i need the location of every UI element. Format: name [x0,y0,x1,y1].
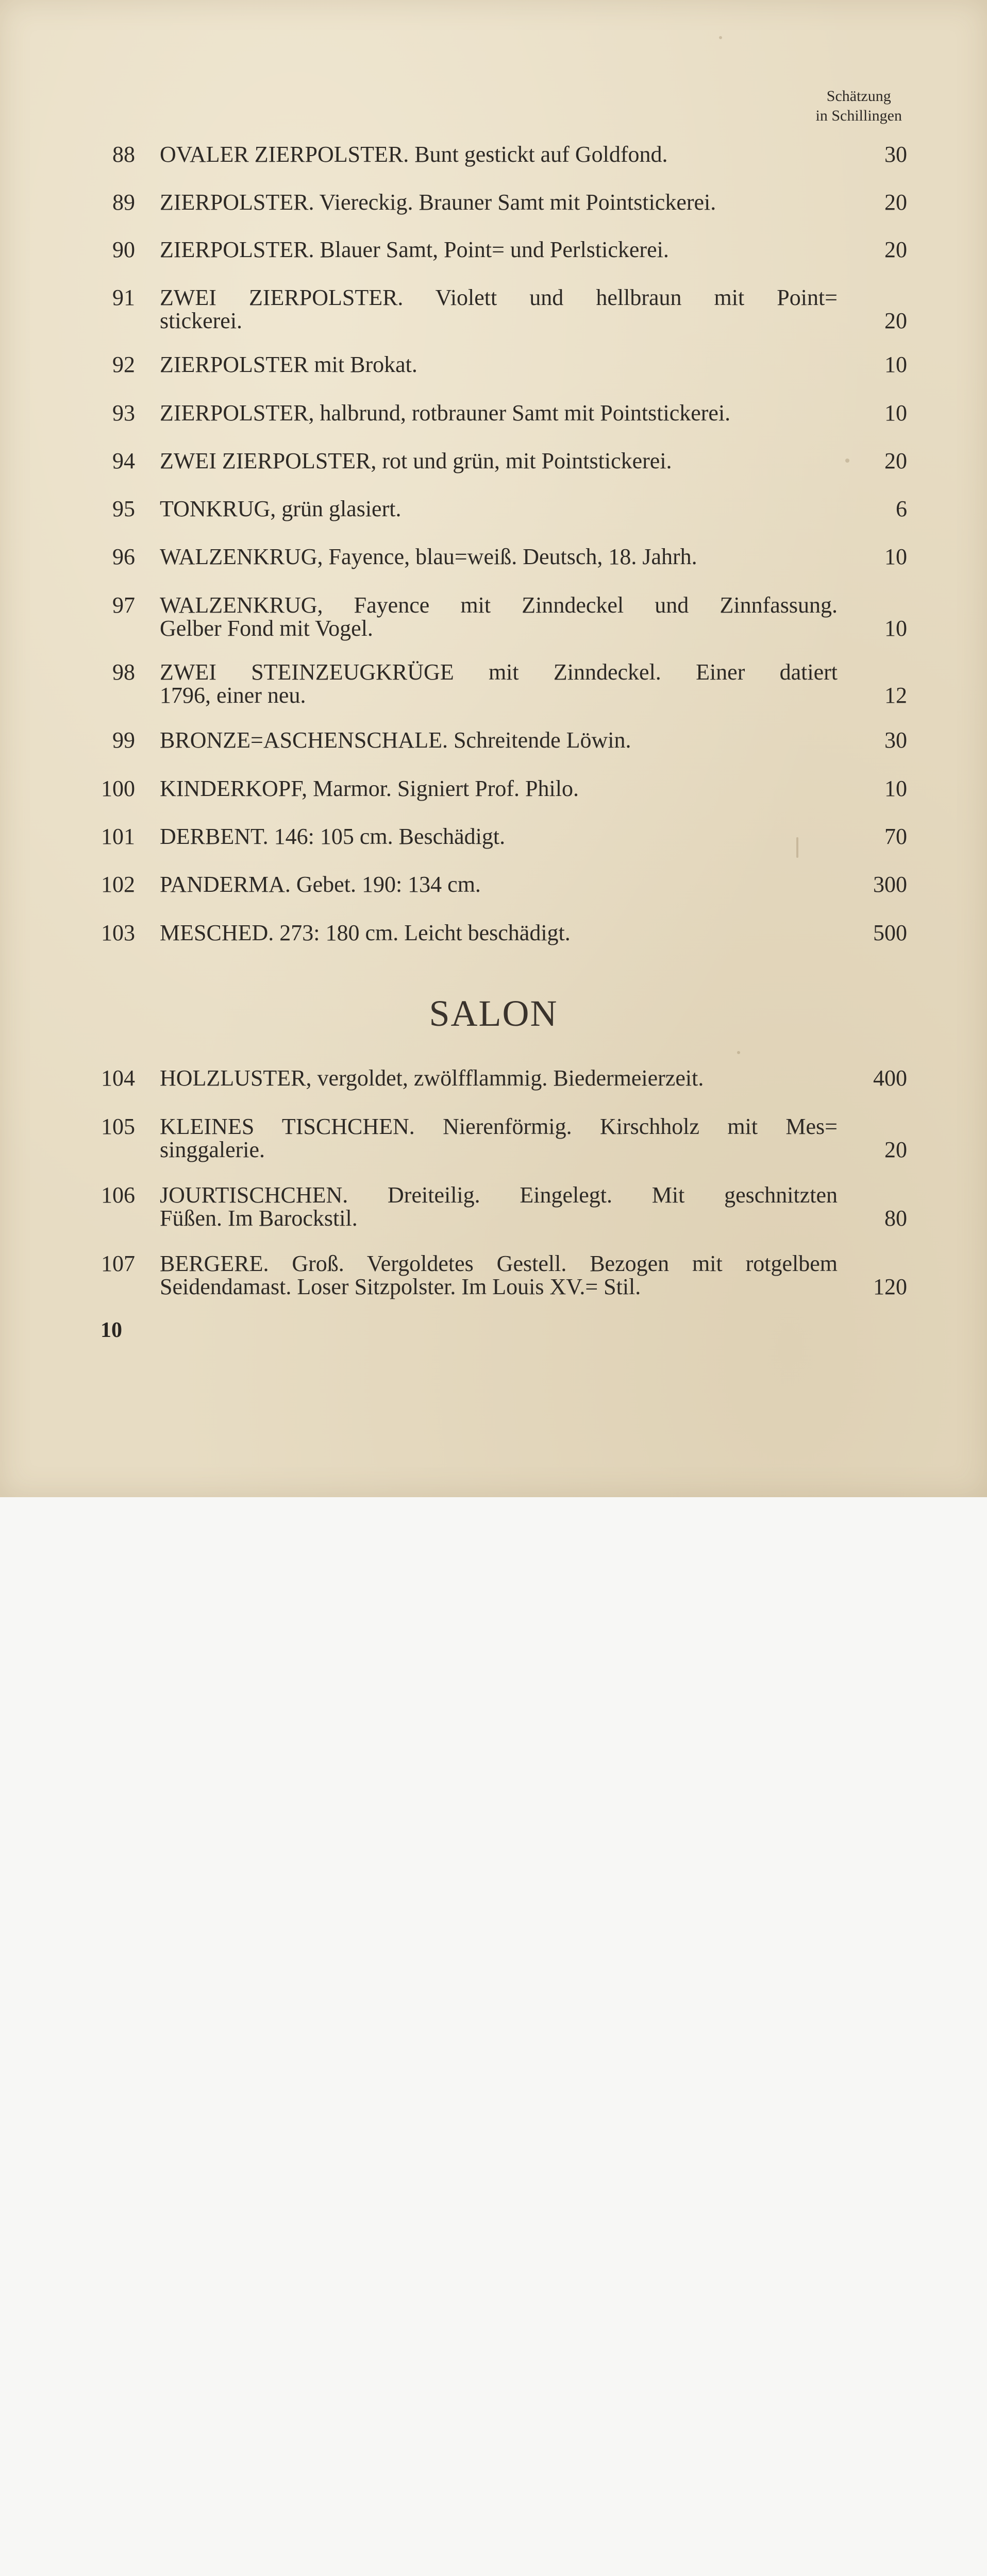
lot-description-line1: WALZENKRUG, Fayence mit Zinndeckel und Zinnfassung. [160,592,838,618]
lot-description-line1: ZWEI ZIERPOLSTER. Violett und hellbraun mit Point= [160,285,838,310]
lot-description [160,1182,838,1231]
lot-number: 98 [112,659,135,685]
lot-description [160,285,838,334]
digitization-footer [0,1497,987,1570]
lot-description [160,776,838,802]
lot-description-line1: WALZENKRUG, Fayence, blau=weiß. Deutsch, 18. Jahrh. [160,544,697,569]
lot-number: 92 [112,352,135,377]
lot-description [160,1114,838,1163]
lot-estimate: 10 [884,352,907,377]
lot-number: 99 [112,727,135,753]
paper-speck [719,36,722,39]
lot-description-line2: 1796, einer neu. [160,683,306,708]
lot-number: 88 [112,142,135,167]
lot-description-line1: ZIERPOLSTER mit Brokat. [160,352,417,377]
lot-estimate: 80 [884,1206,907,1231]
lot-estimate: 30 [884,142,907,167]
lot-number: 93 [112,400,135,426]
lot-description [160,1251,838,1300]
lot-description-line1: HOLZLUSTER, vergoldet, zwölfflammig. Biedermeierzeit. [160,1065,704,1091]
lot-estimate: 30 [884,727,907,753]
lot-estimate: 300 [873,872,907,897]
lot-estimate: 20 [884,237,907,262]
lot-description [160,496,838,522]
lot-description-line1: MESCHED. 273: 180 cm. Leicht beschädigt. [160,920,571,945]
lot-number: 102 [101,872,135,897]
lot-number: 105 [101,1114,135,1139]
lot-description [160,352,838,378]
lot-description-line1: ZWEI ZIERPOLSTER, rot und grün, mit Pointstickerei. [160,448,672,473]
lot-description [160,872,838,897]
lot-estimate: 70 [884,824,907,849]
paper-speck [737,1051,740,1054]
paper-speck [845,459,849,463]
lot-estimate: 20 [884,448,907,473]
lot-description-line1: KINDERKOPF, Marmor. Signiert Prof. Philo. [160,776,579,801]
lot-number: 95 [112,496,135,521]
lot-description-line1: KLEINES TISCHCHEN. Nierenförmig. Kirschholz mit Mes= [160,1114,838,1139]
lot-number: 101 [101,824,135,849]
estimate-column-header [816,87,902,126]
estimate-header-line1: Schätzung [826,88,891,105]
lot-description-line2: Seidendamast. Loser Sitzpolster. Im Louis XV.= Stil. [160,1274,641,1299]
lot-number: 97 [112,592,135,618]
lot-description-line1: JOURTISCHCHEN. Dreiteilig. Eingelegt. Mit geschnitzten [160,1182,838,1208]
lot-description-line1: TONKRUG, grün glasiert. [160,496,402,521]
page-number: 10 [101,1318,122,1342]
lot-estimate: 10 [884,776,907,801]
lot-description [160,400,838,426]
lot-number: 89 [112,190,135,215]
lot-description-line1: BERGERE. Groß. Vergoldetes Gestell. Bezogen mit rotgelbem [160,1251,838,1276]
lot-estimate: 20 [884,1137,907,1162]
lot-description [160,824,838,850]
estimate-header-line2: in Schillingen [815,107,902,124]
lot-description [160,659,838,708]
lot-description [160,1065,838,1091]
lot-number: 96 [112,544,135,569]
section-heading-salon: SALON [429,993,558,1034]
lot-number: 103 [101,920,135,945]
lot-estimate: 400 [873,1065,907,1091]
lot-description [160,448,838,474]
lot-number: 90 [112,237,135,262]
lot-estimate: 120 [873,1274,907,1299]
lot-description [160,190,838,215]
lot-description-line2: stickerei. [160,308,243,333]
lot-description-line2: Füßen. Im Barockstil. [160,1206,358,1231]
paper-speck [796,837,798,858]
lot-number: 107 [101,1251,135,1276]
lot-description [160,727,838,753]
lot-description [160,920,838,946]
lot-estimate: 10 [884,400,907,426]
lot-number: 94 [112,448,135,473]
lot-estimate: 10 [884,616,907,641]
lot-description-line1: OVALER ZIERPOLSTER. Bunt gestickt auf Goldfond. [160,142,668,167]
lot-estimate: 10 [884,544,907,569]
lot-number: 100 [101,776,135,801]
lot-description [160,592,838,641]
lot-estimate: 20 [884,190,907,215]
lot-description-line1: ZWEI STEINZEUGKRÜGE mit Zinndeckel. Einer datiert [160,659,838,685]
lot-description-line1: ZIERPOLSTER. Blauer Samt, Point= und Perlstickerei. [160,237,669,262]
lot-description [160,544,838,570]
lot-estimate: 20 [884,308,907,333]
lot-estimate: 500 [873,920,907,945]
lot-description-line1: ZIERPOLSTER, halbrund, rotbrauner Samt mit Pointstickerei. [160,400,731,426]
lot-estimate: 12 [884,683,907,708]
lot-estimate: 6 [896,496,907,521]
lot-number: 106 [101,1182,135,1208]
lot-description-line2: Gelber Fond mit Vogel. [160,616,373,641]
lot-number: 91 [112,285,135,310]
lot-description-line1: PANDERMA. Gebet. 190: 134 cm. [160,872,481,897]
lot-description-line1: BRONZE=ASCHENSCHALE. Schreitende Löwin. [160,727,631,753]
lot-description [160,142,838,167]
lot-description-line1: DERBENT. 146: 105 cm. Beschädigt. [160,824,506,849]
lot-description-line1: ZIERPOLSTER. Viereckig. Brauner Samt mit Pointstickerei. [160,190,716,215]
lot-description [160,237,838,263]
lot-description-line2: singgalerie. [160,1137,265,1162]
lot-number: 104 [101,1065,135,1091]
